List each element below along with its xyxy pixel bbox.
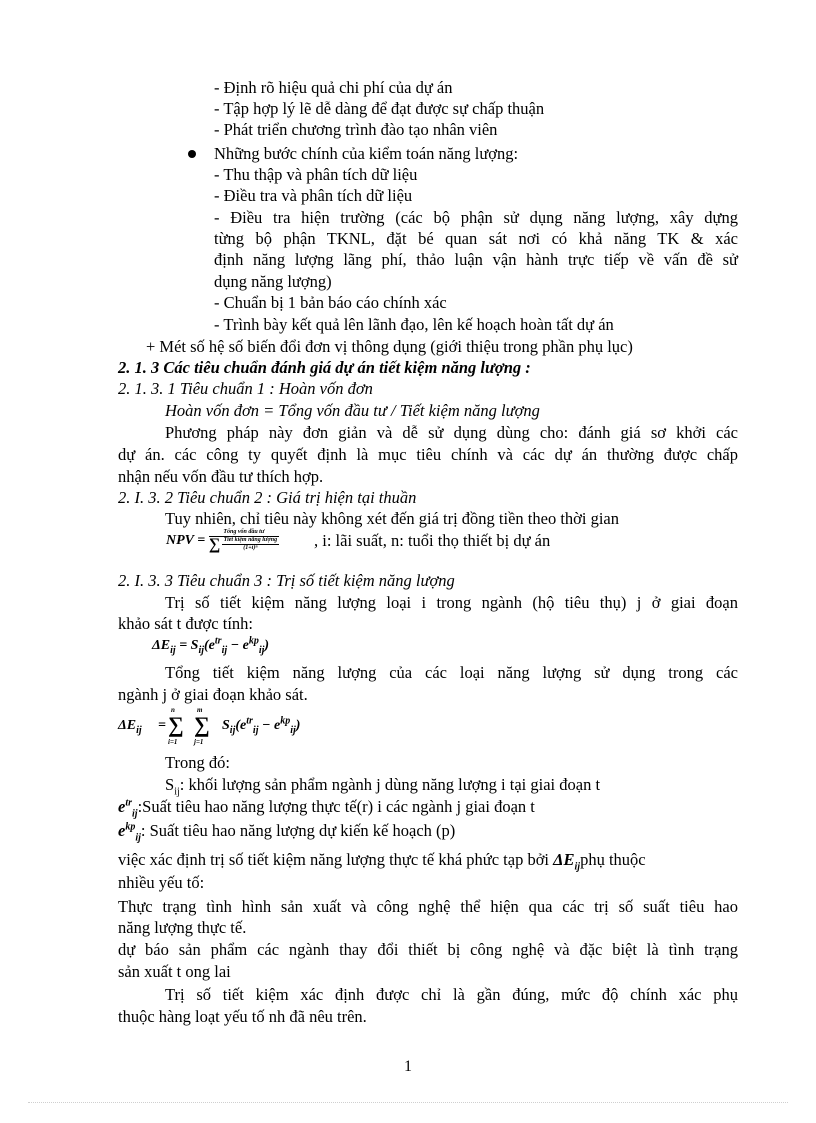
text-line: thuộc hàng loạt yếu tố nh đã nêu trên. [118, 1007, 367, 1026]
text-line: dự án. các công ty quyết định là mục tiêu chính và các dự án thường được chấp [118, 445, 738, 464]
text-line: Hoàn vốn đơn = Tổng vốn đầu tư / Tiết kiệm năng lượng [165, 401, 540, 420]
npv-denominator-group [209, 537, 279, 552]
text-line: khảo sát t được tính: [118, 614, 253, 633]
text-line: - Trình bày kết quả lên lãnh đạo, lên kế hoạch hoàn tất dự án [214, 315, 614, 334]
sum-upper: n [171, 706, 175, 714]
text-line: Trị số tiết kiệm xác định được chỉ là gần đúng, mức độ chính xác phụ [165, 985, 738, 1004]
text-line: năng lượng thực tế. [118, 918, 247, 937]
subscript: ij [258, 644, 265, 656]
subsection-heading: 2. I. 3. 3 Tiêu chuẩn 3 : Trị số tiết kiệm năng lượng [118, 571, 455, 590]
text-line: Trong đó: [165, 753, 230, 772]
text-line: định năng lượng lãng phí, thảo luận vận hành trực tiếp về vấn đề sử [214, 250, 738, 269]
npv-inner-numerator: Tiết kiệm năng lượng [223, 537, 278, 544]
sigma-icon: ∑ [194, 712, 210, 737]
text-line: Trị số tiết kiệm năng lượng loại i trong ngành (hộ tiêu thụ) j ở giai đoạn [165, 593, 738, 612]
text-line: - Tập hợp lý lẽ dễ dàng để đạt được sự chấp thuận [214, 99, 545, 118]
npv-sigma: ∑ [208, 536, 221, 554]
text-line: - Chuẩn bị 1 bản báo cáo chính xác [214, 293, 447, 312]
text-line: Thực trạng tình hình sản xuất và công nghệ thể hiện qua các trị số suất tiêu hao [118, 897, 738, 916]
sum-upper: m [197, 706, 203, 714]
section-heading: 2. 1. 3 Các tiêu chuẩn đánh giá dự án tiết kiệm năng lượng : [118, 358, 531, 377]
text-line: - Điều tra và phân tích dữ liệu [214, 186, 413, 205]
subsection-heading: 2. 1. 3. 1 Tiêu chuẩn 1 : Hoàn vốn đơn [118, 379, 373, 398]
text-line: $S_{ij}$: khối lượng sản phẩm ngành j dùng năng lượng i tại giai đoạn t [165, 775, 601, 798]
text-line: dự báo sản phẩm các ngành thay đổi thiết bị công nghệ và đặc biệt là tình trạng [118, 940, 738, 959]
subscript: ij [170, 644, 176, 656]
e-symbol: (e [204, 638, 215, 653]
text-line: Tuy nhiên, chỉ tiêu này không xét đến giá trị đồng tiền theo thời gian [165, 509, 620, 528]
text-line: việc xác định trị số tiết kiệm năng lượng thực tế khá phức tạp bởi $\Delta E_{ij}phụ$ thuộc [118, 850, 646, 873]
sigma-icon: ∑ [168, 712, 184, 737]
superscript: kp [248, 635, 259, 647]
sum-body: $S_{ij}(e^{tr}_{ij} - e^{kp}_{ij})$ [222, 715, 301, 736]
text-line: , i: lãi suất, n: tuổi thọ thiết bị dự án [314, 531, 551, 550]
sum-lower: j=1 [194, 738, 204, 746]
text-line: nhận nếu vốn đầu tư thích hợp. [118, 467, 324, 486]
text-line: - Định rõ hiệu quả chi phí của dự án [214, 78, 453, 97]
text-line: + Mét số hệ số biến đổi đơn vị thông dụng (giới thiệu trong phần phụ lục) [146, 337, 633, 356]
npv-inner-denominator: (1+i)ⁿ [243, 545, 258, 552]
npv-formula [166, 527, 279, 555]
s-symbol: = S [179, 638, 199, 653]
npv-fraction [209, 529, 279, 552]
bullet-icon [188, 150, 196, 158]
text-line: Những bước chính của kiểm toán năng lượng: [214, 144, 519, 163]
delta-e-symbol: $\Delta E_{ij}$ [118, 718, 142, 736]
delta-e-formula [152, 636, 269, 656]
text-line: $e^{tr}_{ij}:Suất$ tiêu hao năng lượng thực tế(r) i các ngành j giai đoạn t [118, 797, 535, 820]
text-line: Tổng tiết kiệm năng lượng của các loại năng lượng sử dụng trong các [165, 663, 738, 682]
text-line: từng bộ phận TKNL, đặt bé quan sát nơi có khả năng TK & xác [214, 229, 738, 248]
paren: ) [264, 638, 270, 653]
text-line: - Thu thập và phân tích dữ liệu [214, 165, 418, 184]
npv-inner-fraction [222, 537, 279, 552]
text-line: ngành j ở giai đoạn khảo sát. [118, 685, 308, 704]
text-line: nhiều yếu tố: [118, 873, 205, 892]
subscript: ij [221, 644, 228, 656]
text-line: - Điều tra hiện trường (các bộ phận sử dụng năng lượng, xây dựng [214, 208, 738, 227]
e-symbol: − e [227, 638, 249, 653]
text-line: $e^{kp}_{ij}$: Suất tiêu hao năng lượng dự kiến kế hoạch (p) [118, 821, 456, 844]
footer-divider [28, 1102, 788, 1103]
equals: = [158, 718, 166, 733]
sum-lower: i=1 [168, 738, 178, 746]
superscript: tr [214, 635, 222, 647]
text-line: sản xuất t ong lai [118, 962, 231, 981]
page-number: 1 [404, 1058, 412, 1075]
npv-label: NPV = [166, 533, 206, 548]
text-line: dụng năng lượng) [214, 272, 332, 291]
text-line: - Phát triển chương trình đào tạo nhân viên [214, 120, 498, 139]
text-line: Phương pháp này đơn giản và dễ sử dụng dùng cho: đánh giá sơ khởi các [165, 423, 738, 442]
delta-e-symbol: ΔE [152, 638, 171, 653]
subscript: ij [198, 644, 205, 656]
subsection-heading: 2. I. 3. 2 Tiêu chuẩn 2 : Giá trị hiện tại thuần [118, 488, 417, 507]
npv-numerator: Tổng vốn đầu tư [209, 529, 279, 537]
